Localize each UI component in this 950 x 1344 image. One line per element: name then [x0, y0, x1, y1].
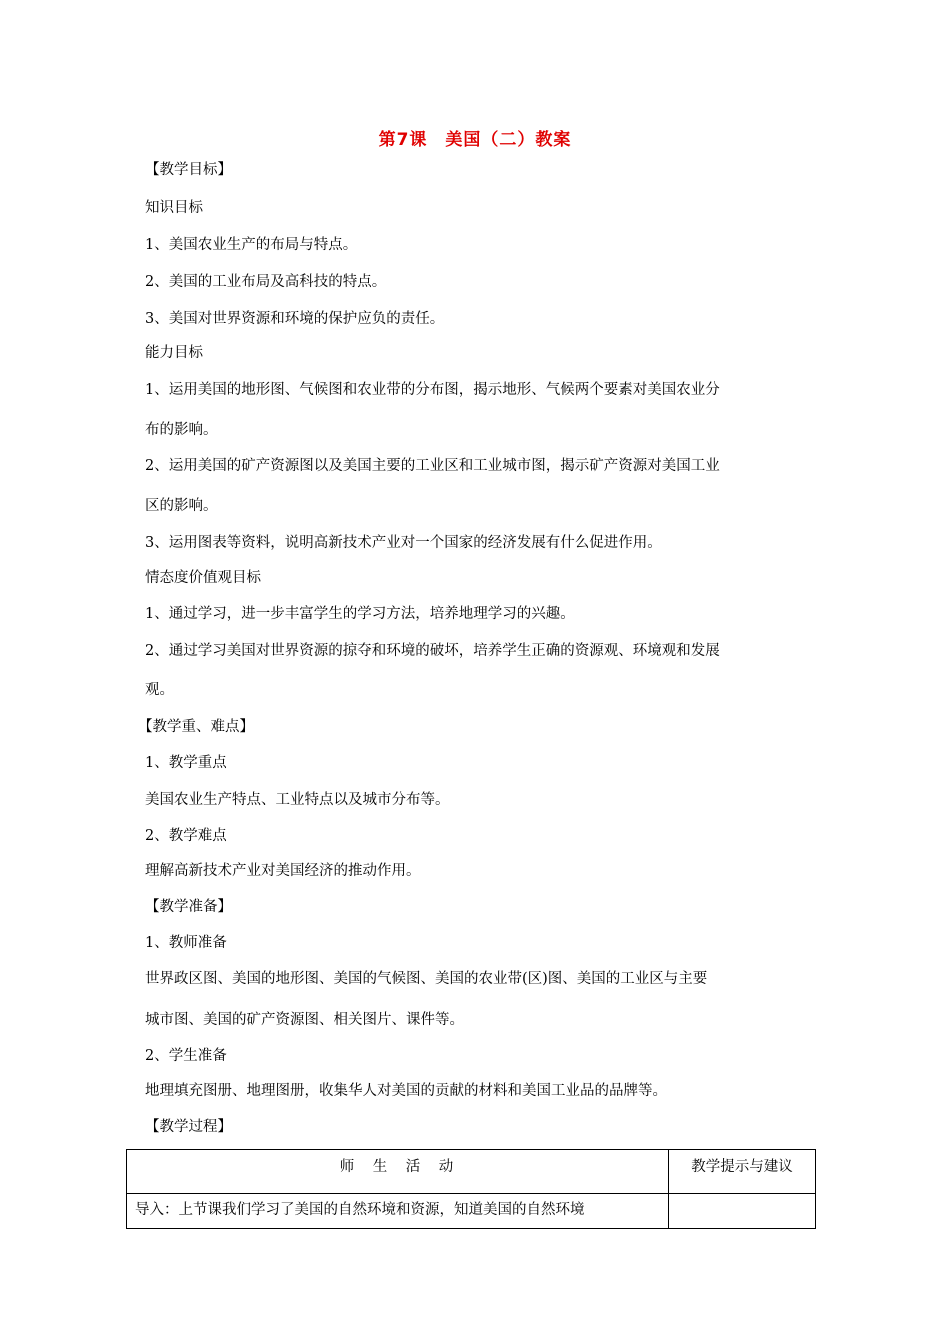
table-cell-activity: 导入：上节课我们学习了美国的自然环境和资源，知道美国的自然环境 [127, 1194, 669, 1229]
table-cell-tip [669, 1194, 816, 1229]
subheading-knowledge: 知识目标 [145, 200, 203, 216]
section-heading-preparation: 【教学准备】 [145, 899, 232, 915]
text-line: 1、教师准备 [145, 935, 227, 951]
text-line: 地理填充图册、地理图册，收集华人对美国的贡献的材料和美国工业品的品牌等。 [145, 1083, 667, 1099]
table-row [127, 1194, 816, 1229]
subheading-attitude: 情态度价值观目标 [145, 570, 261, 586]
text-line: 1、运用美国的地形图、气候图和农业带的分布图，揭示地形、气候两个要素对美国农业分 [145, 382, 720, 398]
text-line: 世界政区图、美国的地形图、美国的气候图、美国的农业带(区)图、美国的工业区与主要 [145, 971, 708, 987]
text-line: 1、教学重点 [145, 755, 227, 771]
text-line: 理解高新技术产业对美国经济的推动作用。 [145, 863, 421, 879]
text-line: 布的影响。 [145, 422, 218, 438]
text-line: 区的影响。 [145, 498, 218, 514]
header-tips: 教学提示与建议 [669, 1150, 816, 1194]
section-heading-key-points: 【教学重、难点】 [138, 719, 254, 735]
text-line: 2、运用美国的矿产资源图以及美国主要的工业区和工业城市图，揭示矿产资源对美国工业 [145, 458, 720, 474]
text-line: 美国农业生产特点、工业特点以及城市分布等。 [145, 792, 450, 808]
text-line: 观。 [145, 682, 174, 698]
subheading-ability: 能力目标 [145, 345, 203, 361]
text-line: 1、通过学习，进一步丰富学生的学习方法，培养地理学习的兴趣。 [145, 606, 575, 622]
text-line: 2、学生准备 [145, 1048, 227, 1064]
text-line: 城市图、美国的矿产资源图、相关图片、课件等。 [145, 1012, 464, 1028]
text-line: 1、美国农业生产的布局与特点。 [145, 237, 358, 253]
document-title: 第7课 美国（二）教案 [378, 130, 572, 150]
text-line: 2、美国的工业布局及高科技的特点。 [145, 274, 387, 290]
text-line: 3、美国对世界资源和环境的保护应负的责任。 [145, 311, 445, 327]
section-heading-process: 【教学过程】 [145, 1119, 232, 1135]
teaching-process-table [126, 1149, 816, 1229]
table-header-row [127, 1150, 816, 1194]
text-line: 2、教学难点 [145, 828, 227, 844]
section-heading-objectives: 【教学目标】 [145, 162, 232, 178]
text-line: 3、运用图表等资料，说明高新技术产业对一个国家的经济发展有什么促进作用。 [145, 535, 662, 551]
header-activities: 师 生 活 动 [127, 1150, 669, 1194]
text-line: 2、通过学习美国对世界资源的掠夺和环境的破坏，培养学生正确的资源观、环境观和发展 [145, 643, 720, 659]
